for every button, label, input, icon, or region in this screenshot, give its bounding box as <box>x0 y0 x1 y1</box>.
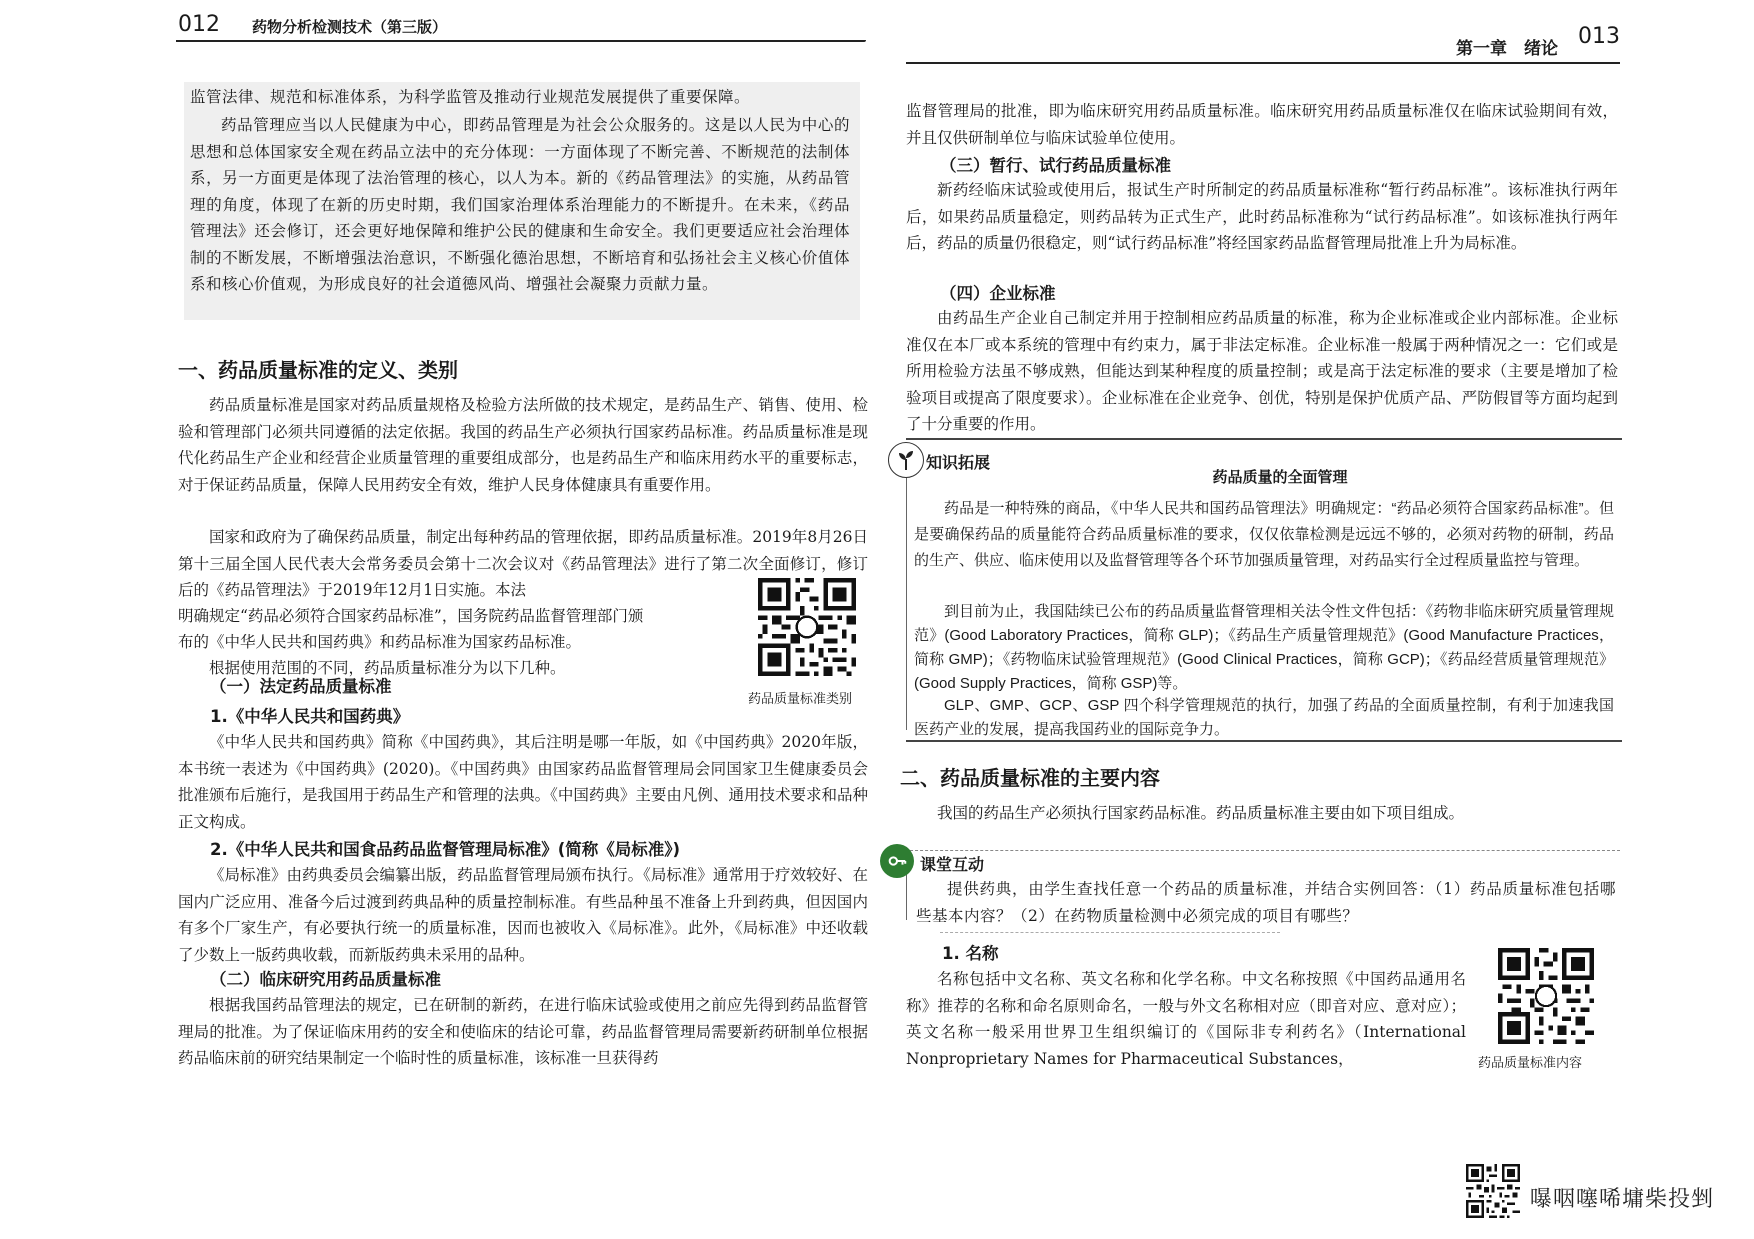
chapter-title: 第一章 绪论 <box>1456 39 1558 59</box>
sub1-item1-heading: 1.《中华人民共和国药典》 <box>210 707 410 726</box>
left-page-number: 012 <box>178 12 220 37</box>
section1-paragraph-4: 布的《中华人民共和国药典》和药品标准为国家药品标准。 <box>178 633 582 651</box>
intro-paragraph-1: 监管法律、规范和标准体系，为科学监管及推动行业规范发展提供了重要保障。 <box>190 88 751 106</box>
item1-heading: 1. 名称 <box>942 944 999 963</box>
section1-paragraph-1: 药品质量标准是国家对药品质量规格及检验方法所做的技术规定，是药品生产、销售、使用、检验和管理部门必须共同遵循的法定依据。我国的药品生产必须执行国家药品标准。药品质量标准是现代化药品生产企业和经营企业质量管理的重要组成部分，也是药品生产和临床用药水平的重要标志，对于保证药品质量，保障人民用药安全有效，维护人民身体健康具有重要作用。 <box>178 396 868 494</box>
sub1-item1-text: 《中华人民共和国药典》简称《中国药典》，其后注明是哪一年版，如《中国药典》2020年版，本书统一表述为《中国药典》(2020)。《中国药典》由国家药品监督管理局会同国家卫生健康委员会批准颁布后施行，是我国用于药品生产和管理的法典。《中国药典》主要由凡例、通用技术要求和品种正文构成。 <box>178 733 868 831</box>
sub2-text: 根据我国药品管理法的规定，已在研制的新药，在进行临床试验或使用之前应先得到药品监督管理局的批准。为了保证临床用药的安全和使临床的结论可靠，药品监督管理局需要新药研制单位根据药品临床前的研究结果制定一个临时性的质量标准，该标准一旦获得药 <box>178 996 868 1067</box>
section1-paragraph-5: 根据使用范围的不同，药品质量标准分为以下几种。 <box>209 659 566 677</box>
right-header-rule <box>906 62 1620 64</box>
right-page-number: 013 <box>1578 24 1620 49</box>
section1-heading: 一、药品质量标准的定义、类别 <box>178 358 458 382</box>
right-continuation-text: 监督管理局的批准，即为临床研究用药品质量标准。临床研究用药品质量标准仅在临床试验期间有效，并且仅供研制单位与临床试验单位使用。 <box>906 102 1618 147</box>
sub1-heading: （一）法定药品质量标准 <box>210 677 392 696</box>
qr-caption-contents: 药品质量标准内容 <box>1478 1056 1583 1071</box>
knowledge-box-paragraph-1: 药品是一种特殊的商品，《中华人民共和国药品管理法》明确规定：“药品必须符合国家药品标准”。但是要确保药品的质量能符合药品质量标准的要求，仅仅依靠检测是远远不够的，必须对药物的研制，药品的生产、供应、临床使用以及监督管理等各个环节加强质量管理，对药品实行全过程质量监控与管理。 <box>914 500 1614 569</box>
key-icon <box>880 844 914 878</box>
qr-code-contents[interactable] <box>1498 948 1594 1044</box>
book-title: 药物分析检测技术（第三版） <box>252 18 448 36</box>
sub4-text: 由药品生产企业自己制定并用于控制相应药品质量的标准，称为企业标准或企业内部标准。企业标准仅在本厂或本系统的管理中有约束力，属于非法定标准。企业标准一般属于两种情况之一：它们或是所用检验方法虽不够成熟，但能达到某种程度的质量控制；或是高于法定标准的要求（主要是增加了检验项目或提高了限度要求）。企业标准在企业竞争、创优，特别是保护优质产品、严防假冒等方面均起到了十分重要的作用。 <box>906 309 1618 433</box>
intro-paragraph-2: 药品管理应当以人民健康为中心，即药品管理是为社会公众服务的。这是以人民为中心的思想和总体国家安全观在药品立法中的充分体现：一方面体现了不断完善、不断规范的法制体系，另一方面更是体现了法治管理的核心，以人为本。新的《药品管理法》的实施，从药品管理的角度，体现了在新的历史时期，我们国家治理体系治理能力的不断提升。在未来，《药品管理法》还会修订，还会更好地保障和维护公民的健康和生命安全。我们更要适应社会治理体制的不断发展，不断增强法治意识，不断强化德治思想，不断培育和弘扬社会主义核心价值体系和核心价值观，为形成良好的社会道德风尚、增强社会凝聚力贡献力量。 <box>190 116 850 293</box>
classroom-box-text: 提供药典，由学生查找任意一个药品的质量标准，并结合实例回答：（1）药品质量标准包括哪些基本内容？（2）在药物质量检测中必须完成的项目有哪些？ <box>916 880 1616 925</box>
classroom-box-label: 课堂互动 <box>920 855 985 874</box>
left-header-rule <box>176 40 866 42</box>
item1-text: 名称包括中文名称、英文名称和化学名称。中文名称按照《中国药品通用名称》推荐的名称和命名原则命名，一般与外文名称相对应（即音对应、意对应）；英文名称一般采用世界卫生组织编订的《国际非专利药名》（International Nonproprietary Names for Pharmaceutical Substances， <box>906 970 1466 1068</box>
watermark-text: 嚗咽噻唏墉柴投剉 <box>1530 1187 1715 1212</box>
knowledge-box-paragraph-3: GLP、GMP、GCP、GSP 四个科学管理规范的执行，加强了药品的全面质量控制，有利于加速我国医药产业的发展，提高我国药业的国际竞争力。 <box>914 697 1614 738</box>
sub1-item2-text: 《局标准》由药典委员会编纂出版，药品监督管理局颁布执行。《局标准》通常用于疗效较好、在国内广泛应用、准备今后过渡到药典品种的质量控制标准。有些品种虽不准备上升到药典，但因国内有多个厂家生产，有必要执行统一的质量标准，因而也被收入《局标准》。此外，《局标准》中还收载了少数上一版药典收载，而新版药典未采用的品种。 <box>178 866 868 964</box>
knowledge-box-paragraph-2: 到目前为止，我国陆续已公布的药品质量监督管理相关法令性文件包括：《药物非临床研究质量管理规范》(Good Laboratory Practices，简称 GLP)；《药品生产质量管理规范》(Good Manufacture Practices，简称 GMP)；《药物临床试验管理规范》(Good Clinical Practices，简称 GCP)；《药品经营质量管理规范》(Good Supply Practices，简称 GSP)等。 <box>914 603 1614 692</box>
sub2-heading: （二）临床研究用药品质量标准 <box>210 970 441 989</box>
sub3-text: 新药经临床试验或使用后，报试生产时所制定的药品质量标准称“暂行药品标准”。该标准执行两年后，如果药品质量稳定，则药品转为正式生产，此时药品标准称为“试行药品标准”。如该标准执行两年后，药品的质量仍很稳定，则“试行药品标准”将经国家药品监督管理局批准上升为局标准。 <box>906 181 1618 252</box>
classroom-box-top-rule <box>900 850 1620 851</box>
sub1-item2-heading: 2.《中华人民共和国食品药品监督管理局标准》(简称《局标准》) <box>210 840 681 859</box>
sprout-icon <box>888 442 924 478</box>
knowledge-box-title: 药品质量的全面管理 <box>1212 468 1348 486</box>
knowledge-box-side-rule <box>906 455 907 730</box>
classroom-box-bottom-rule <box>940 932 1280 933</box>
section1-paragraph-2: 国家和政府为了确保药品质量，制定出每种药品的管理依据，即药品质量标准。2019年8月26日第十三届全国人民代表大会常务委员会第十二次会议对《药品管理法》进行了第二次全面修订，修订后的《药品管理法》于2019年12月1日实施。本法 <box>178 528 868 599</box>
section1-paragraph-3: 明确规定“药品必须符合国家药品标准”，国务院药品监督管理部门颁 <box>178 607 644 625</box>
sub4-heading: （四）企业标准 <box>940 284 1056 303</box>
qr-code-categories[interactable] <box>758 578 856 676</box>
section2-heading: 二、药品质量标准的主要内容 <box>900 766 1160 790</box>
section2-intro: 我国的药品生产必须执行国家药品标准。药品质量标准主要由如下项目组成。 <box>937 804 1465 822</box>
qr-caption-categories: 药品质量标准类别 <box>748 692 853 707</box>
watermark-qr-code[interactable] <box>1466 1164 1520 1218</box>
sub3-heading: （三）暂行、试行药品质量标准 <box>940 156 1171 175</box>
knowledge-box-label: 知识拓展 <box>926 453 991 472</box>
